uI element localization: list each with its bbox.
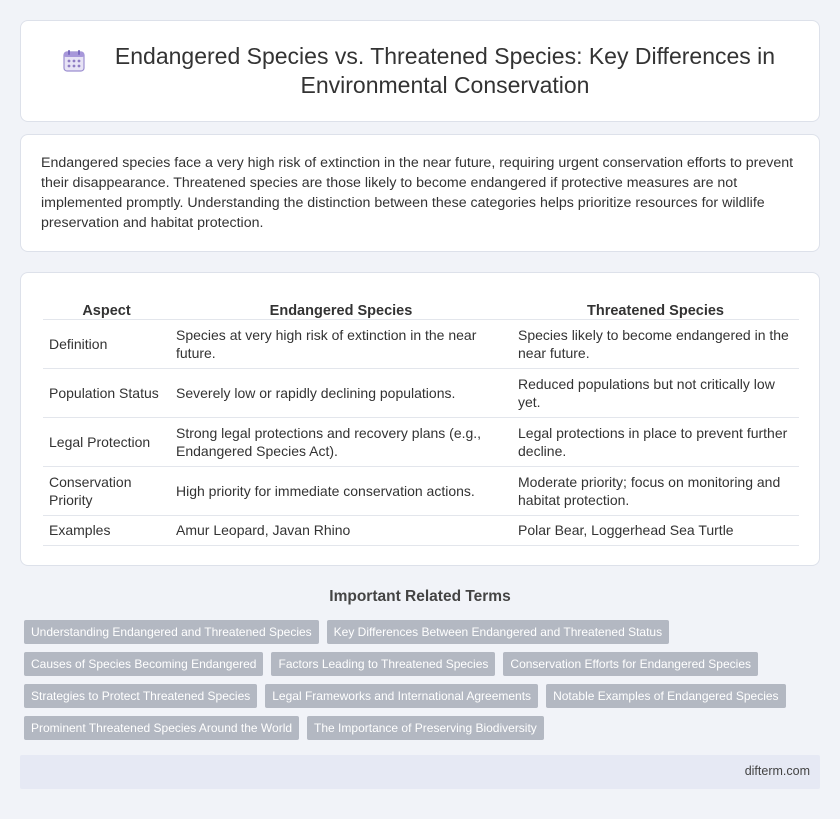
related-term-tag[interactable]: Factors Leading to Threatened Species	[271, 652, 495, 676]
intro-paragraph: Endangered species face a very high risk of extinction in the near future, requiring urgent conservation efforts to prevent their disappearance. Threatened species are those likely to become endangered if protective measures are not implemented promptly. Understanding the distinction between these categories helps prioritize resources for wildlife preservation and habitat protection.	[41, 155, 794, 231]
related-term-tag[interactable]: Understanding Endangered and Threatened Species	[24, 620, 319, 644]
related-terms-heading: Important Related Terms	[329, 588, 511, 605]
table-row	[43, 368, 799, 417]
comparison-card	[20, 272, 820, 566]
table-cell: Examples	[43, 515, 170, 545]
related-term-tag[interactable]: Legal Frameworks and International Agreements	[265, 684, 538, 708]
table-header-row	[43, 295, 799, 319]
page-title: Endangered Species vs. Threatened Species: Key Differences in Environmental Conservation	[114, 43, 776, 98]
related-term-tag[interactable]: Prominent Threatened Species Around the World	[24, 716, 299, 740]
related-term-tag[interactable]: Conservation Efforts for Endangered Species	[503, 652, 758, 676]
table-row	[43, 319, 799, 368]
related-term-tag[interactable]: The Importance of Preserving Biodiversity	[307, 716, 544, 740]
footer-site-link[interactable]: difterm.com	[744, 764, 810, 778]
comparison-table	[43, 295, 799, 546]
table-cell: Species likely to become endangered in the near future.	[512, 319, 799, 368]
table-row	[43, 417, 799, 466]
related-term-tag[interactable]: Key Differences Between Endangered and Threatened Status	[327, 620, 669, 644]
table-cell: Polar Bear, Loggerhead Sea Turtle	[512, 515, 799, 545]
column-header-endangered: Endangered Species	[170, 295, 512, 319]
table-cell: Population Status	[43, 368, 170, 417]
intro-card	[20, 134, 820, 252]
table-row	[43, 515, 799, 545]
table-cell: Definition	[43, 319, 170, 368]
related-term-tag[interactable]: Strategies to Protect Threatened Species	[24, 684, 257, 708]
related-term-tag[interactable]: Notable Examples of Endangered Species	[546, 684, 785, 708]
header-card	[20, 20, 820, 122]
table-cell: Amur Leopard, Javan Rhino	[170, 515, 512, 545]
table-cell: Species at very high risk of extinction in the near future.	[170, 319, 512, 368]
table-cell: High priority for immediate conservation actions.	[170, 466, 512, 515]
related-term-tag[interactable]: Causes of Species Becoming Endangered	[24, 652, 263, 676]
column-header-threatened: Threatened Species	[512, 295, 799, 319]
table-row	[43, 466, 799, 515]
related-terms-list	[24, 620, 814, 740]
column-header-aspect: Aspect	[43, 295, 170, 319]
table-cell: Strong legal protections and recovery plans (e.g., Endangered Species Act).	[170, 417, 512, 466]
footer-bar	[20, 755, 820, 789]
table-cell: Moderate priority; focus on monitoring and habitat protection.	[512, 466, 799, 515]
table-cell: Severely low or rapidly declining populations.	[170, 368, 512, 417]
table-cell: Reduced populations but not critically low yet.	[512, 368, 799, 417]
table-cell: Conservation Priority	[43, 466, 170, 515]
table-cell: Legal Protection	[43, 417, 170, 466]
table-cell: Legal protections in place to prevent further decline.	[512, 417, 799, 466]
